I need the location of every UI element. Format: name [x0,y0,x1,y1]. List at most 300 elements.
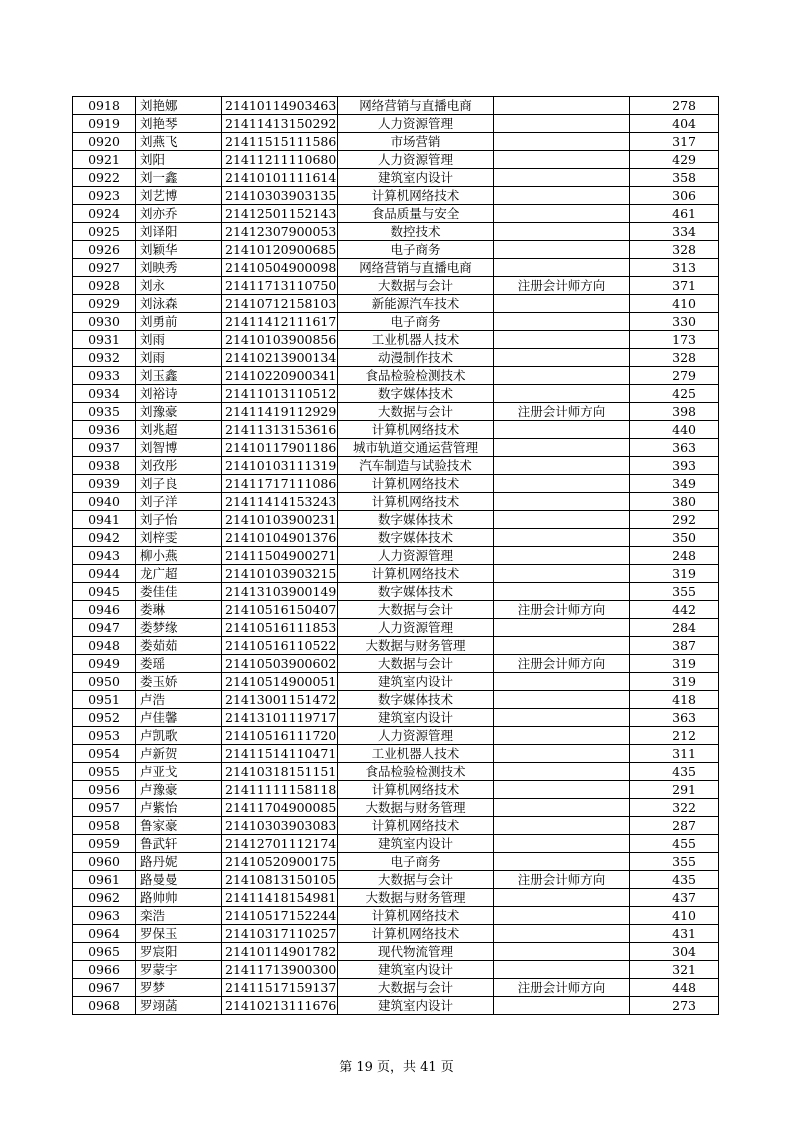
student-name-cell: 刘亦乔 [136,205,222,223]
table-row [73,313,719,331]
major-cell: 城市轨道交通运营管理 [338,439,494,457]
student-id-cell: 21410117901186 [222,439,338,457]
row-number-cell: 0961 [73,871,136,889]
direction-cell [494,349,630,367]
score-cell: 311 [630,745,719,763]
student-id-cell: 21410520900175 [222,853,338,871]
student-name-cell: 罗翊菡 [136,997,222,1015]
major-cell: 大数据与财务管理 [338,889,494,907]
score-cell: 319 [630,655,719,673]
page-number-footer: 第 19 页，共 41 页 [339,1060,454,1075]
table-row [73,385,719,403]
direction-cell [494,727,630,745]
roster-body [73,97,719,1015]
direction-cell [494,637,630,655]
major-cell: 计算机网络技术 [338,475,494,493]
student-name-cell: 路丹妮 [136,853,222,871]
table-row [73,817,719,835]
row-number-cell: 0956 [73,781,136,799]
direction-cell [494,781,630,799]
direction-cell [494,241,630,259]
student-id-cell: 21410103900231 [222,511,338,529]
student-name-cell: 刘映秀 [136,259,222,277]
direction-cell [494,205,630,223]
table-row [73,853,719,871]
direction-cell: 注册会计师方向 [494,655,630,673]
row-number-cell: 0926 [73,241,136,259]
score-cell: 279 [630,367,719,385]
student-id-cell: 21410220900341 [222,367,338,385]
major-cell: 人力资源管理 [338,727,494,745]
table-row [73,961,719,979]
student-name-cell: 刘艳琴 [136,115,222,133]
score-cell: 358 [630,169,719,187]
student-id-cell: 21410712158103 [222,295,338,313]
major-cell: 大数据与财务管理 [338,637,494,655]
student-id-cell: 21411514110471 [222,745,338,763]
table-row [73,745,719,763]
table-row [73,943,719,961]
row-number-cell: 0950 [73,673,136,691]
score-cell: 455 [630,835,719,853]
student-id-cell: 21412307900053 [222,223,338,241]
student-id-cell: 21410318151151 [222,763,338,781]
score-cell: 410 [630,907,719,925]
student-roster-table [72,96,719,1015]
row-number-cell: 0938 [73,457,136,475]
student-name-cell: 刘智博 [136,439,222,457]
student-name-cell: 路曼曼 [136,871,222,889]
major-cell: 食品质量与安全 [338,205,494,223]
direction-cell [494,367,630,385]
major-cell: 计算机网络技术 [338,421,494,439]
direction-cell [494,313,630,331]
student-id-cell: 21410114901782 [222,943,338,961]
student-name-cell: 刘裕诗 [136,385,222,403]
major-cell: 市场营销 [338,133,494,151]
row-number-cell: 0945 [73,583,136,601]
student-id-cell: 21410303903135 [222,187,338,205]
table-row [73,223,719,241]
direction-cell [494,223,630,241]
score-cell: 321 [630,961,719,979]
table-row [73,277,719,295]
table-row [73,403,719,421]
student-name-cell: 娄梦缘 [136,619,222,637]
student-id-cell: 21410514900051 [222,673,338,691]
student-name-cell: 柳小燕 [136,547,222,565]
row-number-cell: 0943 [73,547,136,565]
direction-cell [494,583,630,601]
direction-cell [494,475,630,493]
student-id-cell: 21410516111853 [222,619,338,637]
student-id-cell: 21410317110257 [222,925,338,943]
student-name-cell: 刘艳娜 [136,97,222,115]
score-cell: 435 [630,871,719,889]
row-number-cell: 0946 [73,601,136,619]
table-row [73,637,719,655]
row-number-cell: 0965 [73,943,136,961]
student-name-cell: 刘颖华 [136,241,222,259]
direction-cell [494,97,630,115]
major-cell: 计算机网络技术 [338,907,494,925]
student-id-cell: 21411414153243 [222,493,338,511]
table-row [73,475,719,493]
major-cell: 数控技术 [338,223,494,241]
table-row [73,565,719,583]
direction-cell [494,619,630,637]
major-cell: 大数据与会计 [338,655,494,673]
major-cell: 建筑室内设计 [338,169,494,187]
student-id-cell: 21411713900300 [222,961,338,979]
student-id-cell: 21411704900085 [222,799,338,817]
student-name-cell: 卢佳馨 [136,709,222,727]
student-id-cell: 21411111158118 [222,781,338,799]
score-cell: 442 [630,601,719,619]
score-cell: 291 [630,781,719,799]
student-name-cell: 刘子洋 [136,493,222,511]
score-cell: 448 [630,979,719,997]
major-cell: 食品检验检测技术 [338,367,494,385]
direction-cell [494,673,630,691]
major-cell: 现代物流管理 [338,943,494,961]
major-cell: 大数据与财务管理 [338,799,494,817]
student-id-cell: 21412701112174 [222,835,338,853]
row-number-cell: 0962 [73,889,136,907]
student-name-cell: 罗蒙宇 [136,961,222,979]
table-row [73,97,719,115]
student-id-cell: 21413101119717 [222,709,338,727]
row-number-cell: 0957 [73,799,136,817]
major-cell: 电子商务 [338,241,494,259]
student-name-cell: 娄琳 [136,601,222,619]
student-id-cell: 21410516111720 [222,727,338,745]
student-name-cell: 刘一鑫 [136,169,222,187]
score-cell: 461 [630,205,719,223]
row-number-cell: 0931 [73,331,136,349]
student-name-cell: 卢凯歌 [136,727,222,745]
direction-cell [494,745,630,763]
score-cell: 334 [630,223,719,241]
table-row [73,187,719,205]
major-cell: 数字媒体技术 [338,583,494,601]
direction-cell [494,115,630,133]
student-name-cell: 娄茹茹 [136,637,222,655]
direction-cell [494,925,630,943]
student-id-cell: 21411419112929 [222,403,338,421]
table-row [73,511,719,529]
row-number-cell: 0949 [73,655,136,673]
student-name-cell: 罗梦 [136,979,222,997]
row-number-cell: 0954 [73,745,136,763]
score-cell: 437 [630,889,719,907]
direction-cell [494,691,630,709]
student-name-cell: 娄瑶 [136,655,222,673]
table-row [73,673,719,691]
row-number-cell: 0953 [73,727,136,745]
row-number-cell: 0942 [73,529,136,547]
major-cell: 建筑室内设计 [338,997,494,1015]
student-id-cell: 21410114903463 [222,97,338,115]
student-name-cell: 刘艺博 [136,187,222,205]
student-name-cell: 刘译阳 [136,223,222,241]
table-row [73,115,719,133]
table-row [73,799,719,817]
direction-cell [494,169,630,187]
row-number-cell: 0935 [73,403,136,421]
major-cell: 网络营销与直播电商 [338,259,494,277]
student-id-cell: 21410516150407 [222,601,338,619]
score-cell: 410 [630,295,719,313]
student-name-cell: 刘孜彤 [136,457,222,475]
score-cell: 380 [630,493,719,511]
table-row [73,871,719,889]
table-row [73,349,719,367]
score-cell: 440 [630,421,719,439]
student-name-cell: 刘雨 [136,349,222,367]
table-row [73,439,719,457]
score-cell: 306 [630,187,719,205]
student-name-cell: 鲁家豪 [136,817,222,835]
row-number-cell: 0923 [73,187,136,205]
direction-cell [494,493,630,511]
major-cell: 建筑室内设计 [338,709,494,727]
row-number-cell: 0955 [73,763,136,781]
row-number-cell: 0934 [73,385,136,403]
score-cell: 248 [630,547,719,565]
major-cell: 数字媒体技术 [338,529,494,547]
row-number-cell: 0958 [73,817,136,835]
score-cell: 287 [630,817,719,835]
student-id-cell: 21410213900134 [222,349,338,367]
major-cell: 计算机网络技术 [338,565,494,583]
major-cell: 人力资源管理 [338,115,494,133]
student-name-cell: 刘阳 [136,151,222,169]
row-number-cell: 0936 [73,421,136,439]
direction-cell [494,259,630,277]
table-row [73,259,719,277]
student-id-cell: 21410103111319 [222,457,338,475]
direction-cell: 注册会计师方向 [494,871,630,889]
student-id-cell: 21413001151472 [222,691,338,709]
student-name-cell: 罗宸阳 [136,943,222,961]
student-id-cell: 21411413150292 [222,115,338,133]
student-name-cell: 刘子良 [136,475,222,493]
student-id-cell: 21411313153616 [222,421,338,439]
table-row [73,781,719,799]
score-cell: 328 [630,241,719,259]
student-id-cell: 21410103903215 [222,565,338,583]
table-row [73,547,719,565]
major-cell: 工业机器人技术 [338,745,494,763]
major-cell: 数字媒体技术 [338,511,494,529]
student-name-cell: 卢豫豪 [136,781,222,799]
direction-cell [494,511,630,529]
score-cell: 212 [630,727,719,745]
table-row [73,421,719,439]
major-cell: 人力资源管理 [338,151,494,169]
major-cell: 计算机网络技术 [338,925,494,943]
student-id-cell: 21410303903083 [222,817,338,835]
direction-cell [494,799,630,817]
table-row [73,691,719,709]
student-name-cell: 卢浩 [136,691,222,709]
score-cell: 317 [630,133,719,151]
major-cell: 计算机网络技术 [338,187,494,205]
student-id-cell: 21410101111614 [222,169,338,187]
row-number-cell: 0939 [73,475,136,493]
score-cell: 319 [630,565,719,583]
direction-cell [494,997,630,1015]
direction-cell [494,907,630,925]
row-number-cell: 0959 [73,835,136,853]
row-number-cell: 0921 [73,151,136,169]
direction-cell [494,853,630,871]
row-number-cell: 0922 [73,169,136,187]
major-cell: 食品检验检测技术 [338,763,494,781]
student-name-cell: 娄玉娇 [136,673,222,691]
major-cell: 汽车制造与试验技术 [338,457,494,475]
student-name-cell: 刘梓雯 [136,529,222,547]
student-name-cell: 刘永 [136,277,222,295]
major-cell: 动漫制作技术 [338,349,494,367]
table-row [73,205,719,223]
score-cell: 330 [630,313,719,331]
major-cell: 建筑室内设计 [338,961,494,979]
score-cell: 284 [630,619,719,637]
major-cell: 大数据与会计 [338,601,494,619]
table-row [73,835,719,853]
major-cell: 新能源汽车技术 [338,295,494,313]
direction-cell [494,133,630,151]
student-name-cell: 刘玉鑫 [136,367,222,385]
student-id-cell: 21410103900856 [222,331,338,349]
score-cell: 363 [630,439,719,457]
student-name-cell: 刘泳森 [136,295,222,313]
direction-cell: 注册会计师方向 [494,403,630,421]
score-cell: 387 [630,637,719,655]
row-number-cell: 0925 [73,223,136,241]
major-cell: 工业机器人技术 [338,331,494,349]
student-name-cell: 卢紫怡 [136,799,222,817]
direction-cell: 注册会计师方向 [494,601,630,619]
major-cell: 建筑室内设计 [338,835,494,853]
score-cell: 435 [630,763,719,781]
row-number-cell: 0948 [73,637,136,655]
row-number-cell: 0933 [73,367,136,385]
student-name-cell: 刘兆超 [136,421,222,439]
student-name-cell: 刘雨 [136,331,222,349]
major-cell: 数字媒体技术 [338,385,494,403]
table-row [73,457,719,475]
student-id-cell: 21410813150105 [222,871,338,889]
major-cell: 大数据与会计 [338,277,494,295]
table-row [73,133,719,151]
student-id-cell: 21410504900098 [222,259,338,277]
score-cell: 292 [630,511,719,529]
student-id-cell: 21411412111617 [222,313,338,331]
score-cell: 273 [630,997,719,1015]
student-id-cell: 21411013110512 [222,385,338,403]
score-cell: 371 [630,277,719,295]
row-number-cell: 0932 [73,349,136,367]
major-cell: 人力资源管理 [338,547,494,565]
major-cell: 电子商务 [338,313,494,331]
row-number-cell: 0968 [73,997,136,1015]
score-cell: 355 [630,853,719,871]
score-cell: 398 [630,403,719,421]
table-row [73,889,719,907]
table-row [73,529,719,547]
row-number-cell: 0940 [73,493,136,511]
table-row [73,169,719,187]
score-cell: 425 [630,385,719,403]
student-id-cell: 21410516110522 [222,637,338,655]
score-cell: 322 [630,799,719,817]
row-number-cell: 0929 [73,295,136,313]
score-cell: 349 [630,475,719,493]
table-row [73,241,719,259]
student-id-cell: 21411713110750 [222,277,338,295]
direction-cell [494,439,630,457]
table-row [73,925,719,943]
row-number-cell: 0918 [73,97,136,115]
major-cell: 计算机网络技术 [338,493,494,511]
student-id-cell: 21410213111676 [222,997,338,1015]
table-row [73,295,719,313]
score-cell: 319 [630,673,719,691]
row-number-cell: 0919 [73,115,136,133]
score-cell: 404 [630,115,719,133]
table-row [73,151,719,169]
table-row [73,997,719,1015]
direction-cell [494,943,630,961]
row-number-cell: 0952 [73,709,136,727]
direction-cell [494,835,630,853]
student-id-cell: 21411517159137 [222,979,338,997]
direction-cell [494,961,630,979]
student-name-cell: 刘勇前 [136,313,222,331]
row-number-cell: 0964 [73,925,136,943]
major-cell: 大数据与会计 [338,403,494,421]
major-cell: 大数据与会计 [338,979,494,997]
row-number-cell: 0944 [73,565,136,583]
direction-cell [494,151,630,169]
major-cell: 计算机网络技术 [338,781,494,799]
table-row [73,655,719,673]
student-id-cell: 21411515111586 [222,133,338,151]
student-id-cell: 21410120900685 [222,241,338,259]
row-number-cell: 0920 [73,133,136,151]
direction-cell [494,889,630,907]
row-number-cell: 0951 [73,691,136,709]
student-id-cell: 21410503900602 [222,655,338,673]
table-row [73,907,719,925]
direction-cell [494,763,630,781]
student-name-cell: 刘燕飞 [136,133,222,151]
row-number-cell: 0960 [73,853,136,871]
score-cell: 350 [630,529,719,547]
major-cell: 计算机网络技术 [338,817,494,835]
major-cell: 建筑室内设计 [338,673,494,691]
student-id-cell: 21411211110680 [222,151,338,169]
direction-cell [494,295,630,313]
student-name-cell: 龙广超 [136,565,222,583]
direction-cell [494,331,630,349]
table-row [73,367,719,385]
student-name-cell: 刘子怡 [136,511,222,529]
direction-cell [494,421,630,439]
